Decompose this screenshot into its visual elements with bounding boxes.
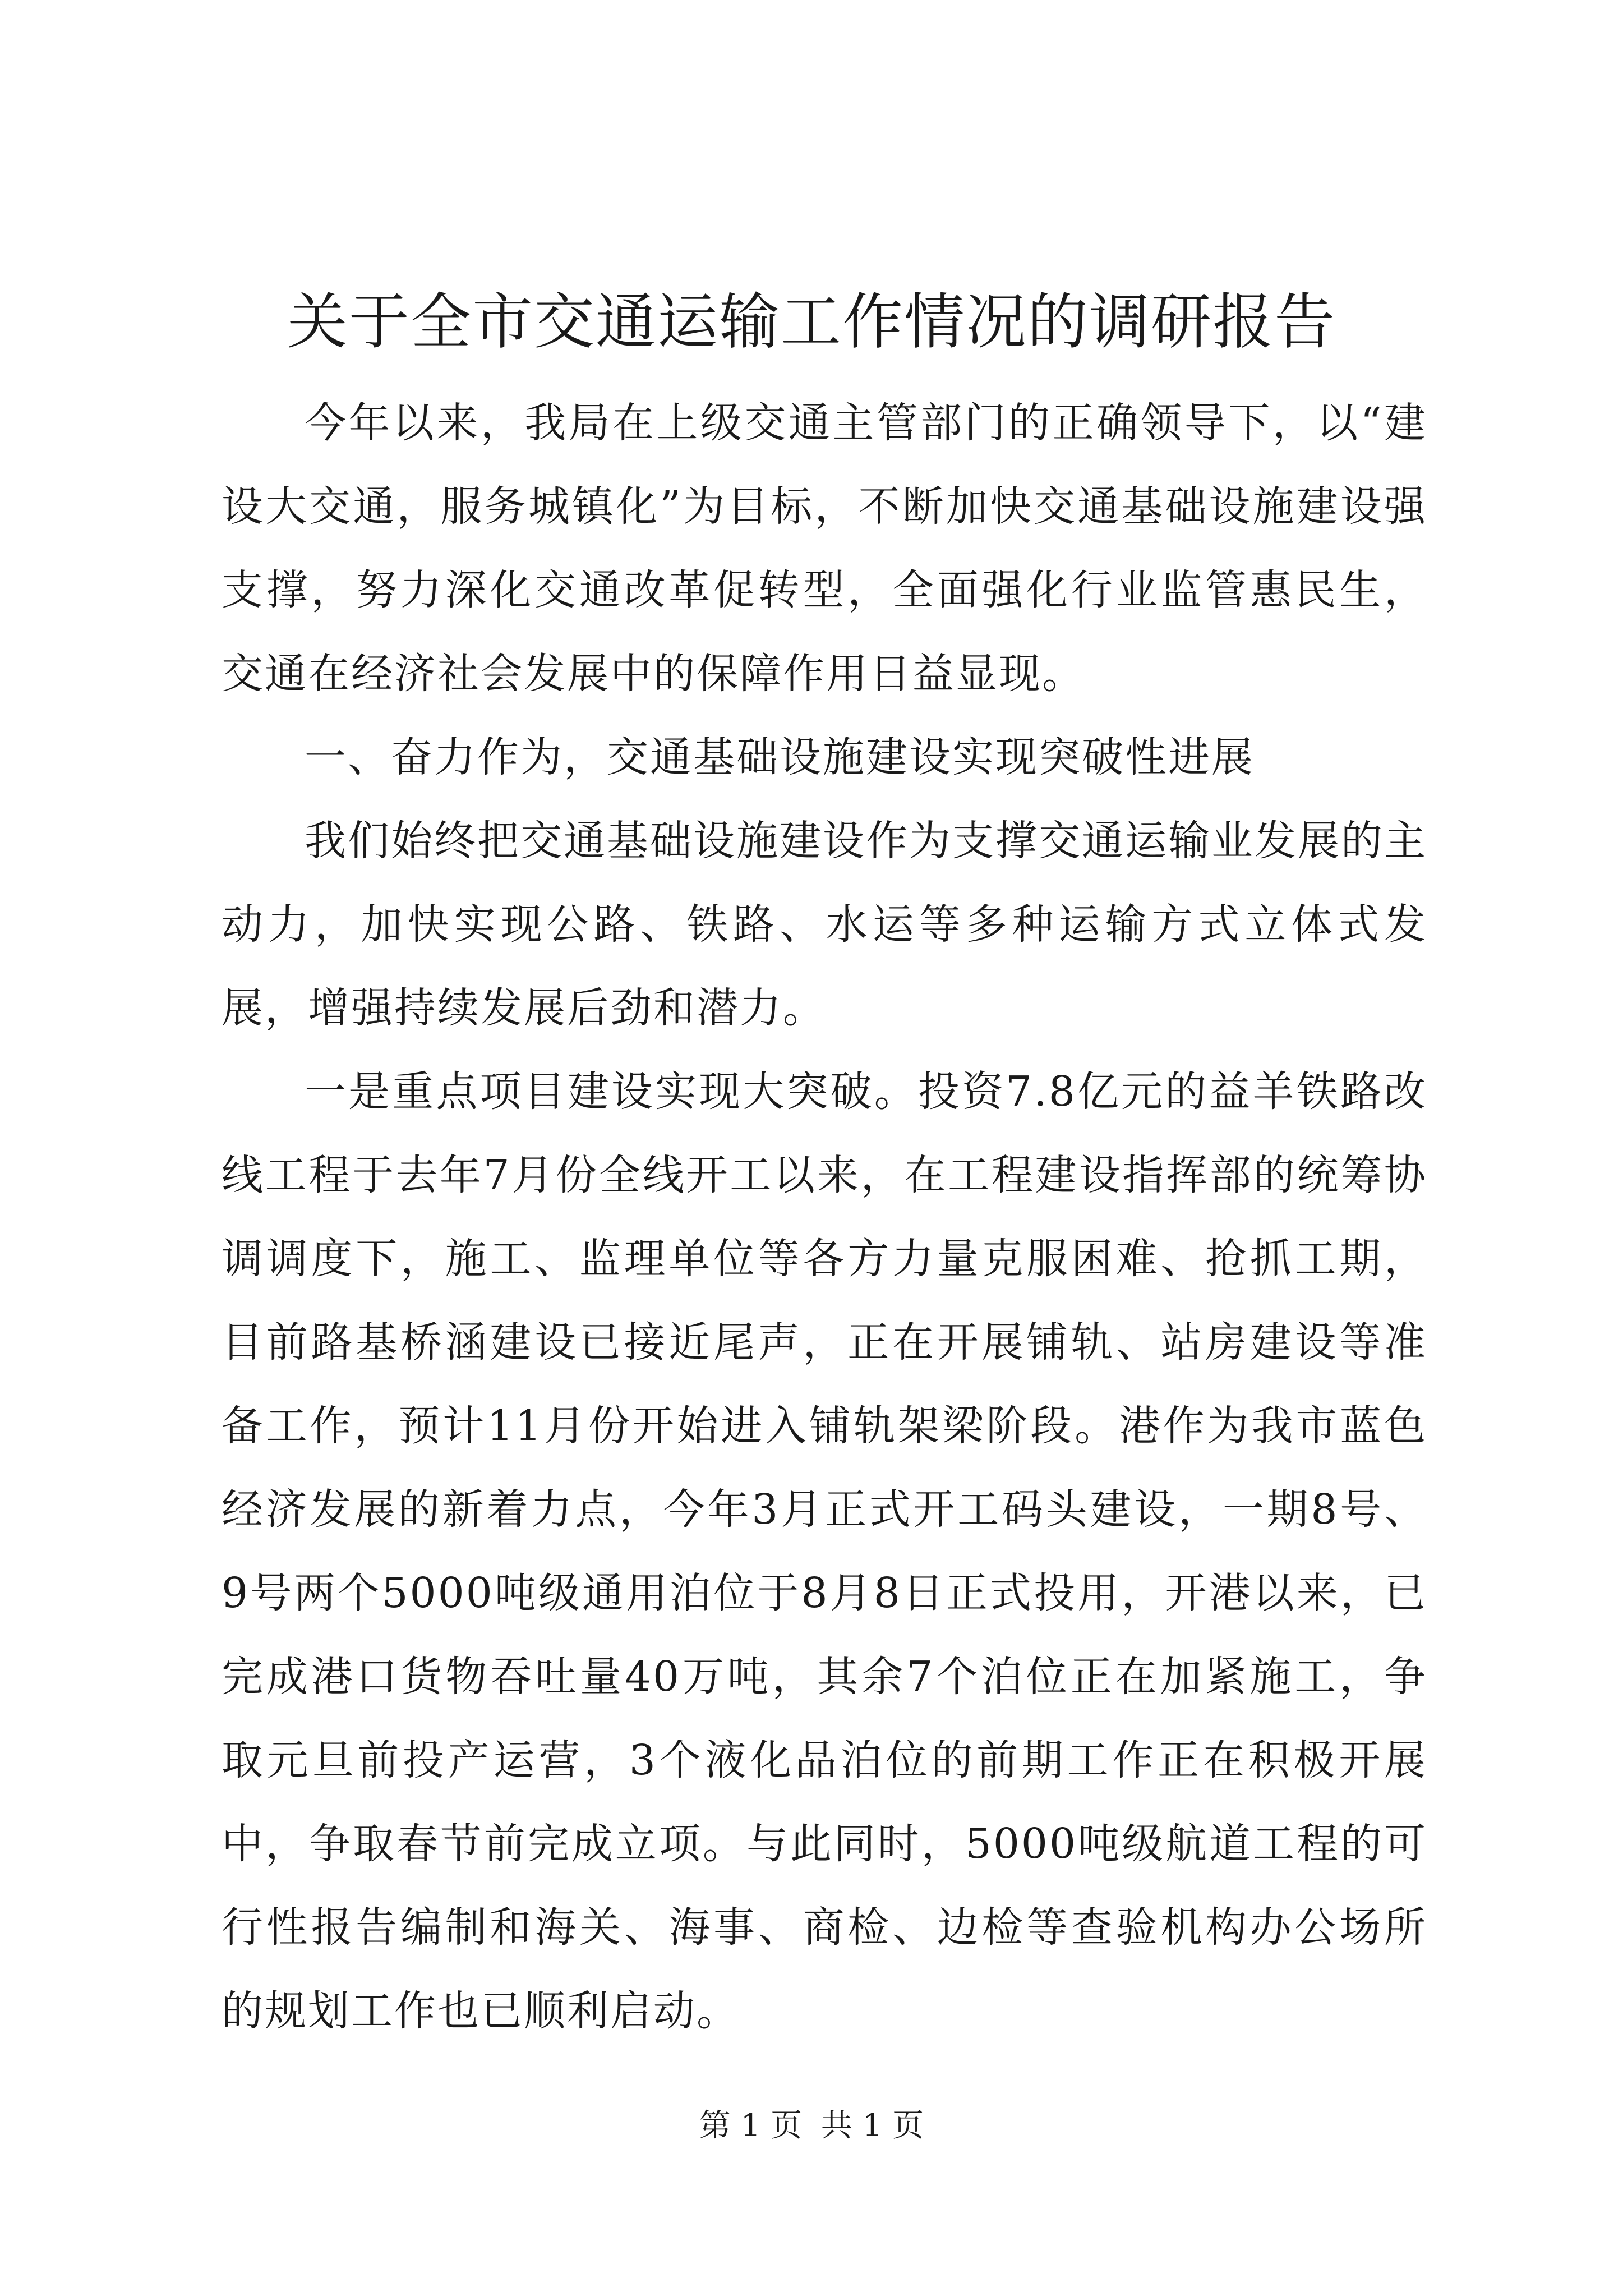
body-paragraph: 我们始终把交通基础设施建设作为支撑交通运输业发展的主动力，加快实现公路、铁路、水运等多种运输方式立体式发展，增强持续发展后劲和潜力。 [222, 817, 1427, 1032]
intro-paragraph: 今年以来，我局在上级交通主管部门的正确领导下，以“建设大交通，服务城镇化”为目标，不断加快交通基础设施建设强支撑，努力深化交通改革促转型，全面强化行业监管惠民生，交通在经济社会发展中的保障作用日益显现。 [222, 399, 1427, 698]
page-number: 第 1 页 [699, 2108, 803, 2144]
document-title: 关于全市交通运输工作情况的调研报告 [287, 287, 1336, 357]
section-heading: 一、奋力作为，交通基础设施建设实现突破性进展 [305, 733, 1255, 781]
page-total: 共 1 页 [820, 2108, 924, 2144]
page-footer [0, 2104, 1623, 2148]
document-body [222, 381, 1427, 2053]
body-paragraph: 一是重点项目建设实现大突破。投资7.8亿元的益羊铁路改线工程于去年7月份全线开工以来，在工程建设指挥部的统筹协调调度下，施工、监理单位等各方力量克服困难、抢抓工期，目前路基桥涵建设已接近尾声，正在开展铺轨、站房建设等准备工作，预计11月份开始进入铺轨架梁阶段。港作为我市蓝色经济发展的新着力点，今年3月正式开工码头建设，一期8号、9号两个5000吨级通用泊位于8月8日正式投用，开港以来，已完成港口货物吞吐量40万吨，其余7个泊位正在加紧施工，争取元旦前投产运营，3个液化品泊位的前期工作正在积极开展中，争取春节前完成立项。与此同时，5000吨级航道工程的可行性报告编制和海关、海事、商检、边检等查验机构办公场所的规划工作也已顺利启动。 [222, 1068, 1427, 2035]
